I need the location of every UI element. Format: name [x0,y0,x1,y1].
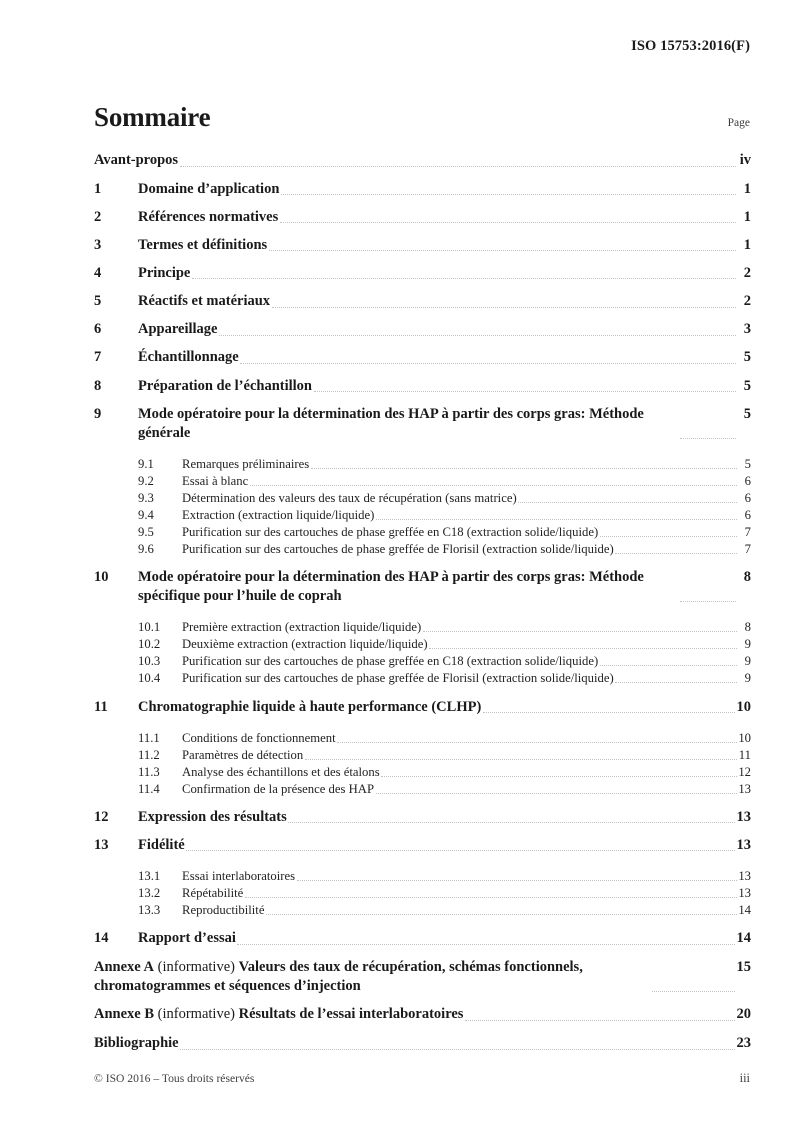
toc-leader-dots [237,943,735,945]
toc-entry[interactable] [94,377,751,396]
toc-entry[interactable] [94,698,751,717]
toc-entry-title: Essai à blanc [182,473,249,488]
annex-title: Valeurs des taux de récupération, schémas fonctionnels, chromatogrammes et séquences d’injection [94,958,583,994]
toc-entry-body [182,886,751,901]
toc-entry-body [182,620,751,635]
toc-entry[interactable] [94,1034,751,1053]
toc-entry-page-number: 9 [744,637,751,652]
toc-leader-dots [376,518,737,520]
toc-entry[interactable] [94,348,751,367]
toc-leader-dots [314,390,736,392]
toc-leader-dots [680,600,736,602]
toc-leader-dots [281,193,736,195]
toc-entry[interactable] [94,886,751,901]
toc-group-spacer [94,920,751,929]
toc-entry-number: 2 [94,208,102,225]
toc-entry[interactable] [94,405,751,443]
toc-entry-page-number: 23 [736,1034,751,1051]
toc-entry-title: Purification sur des cartouches de phase greffée de Florisil (extraction solide/liquide) [182,671,614,686]
toc-entry-number: 10 [94,569,109,586]
toc-entry-body [94,1034,751,1053]
toc-entry-body [138,292,751,311]
toc-entry-title: Principe [138,265,191,282]
toc-leader-dots [381,775,736,777]
toc-leader-dots [311,467,737,469]
toc-entry[interactable] [94,491,751,506]
toc-leader-dots [297,879,737,881]
toc-entry-body [182,474,751,489]
toc-entry-body [138,836,751,855]
toc-leader-dots [192,277,736,279]
toc-entry[interactable] [94,508,751,523]
toc-entry-body [182,491,751,506]
toc-entry-title: Analyse des échantillons et des étalons [182,764,380,779]
toc-entry-body [138,929,751,948]
toc-entry-body [182,637,751,652]
toc-entry[interactable] [94,654,751,669]
toc-entry-number: 7 [94,349,102,366]
toc-entry[interactable] [94,208,751,227]
toc-leader-dots [245,896,737,898]
toc-leader-dots [186,849,735,851]
toc-entry-title: Conditions de fonctionnement [182,730,336,745]
toc-entry[interactable] [94,765,751,780]
toc-entry-number: 5 [94,293,102,310]
document-header-standard-ref: ISO 15753:2016(F) [631,38,750,54]
toc-entry-page-number: 13 [738,869,751,884]
toc-entry-number: 9.6 [138,542,154,557]
toc-entry-number: 13.1 [138,869,161,884]
toc-leader-dots [219,334,736,336]
toc-entry-title: Essai interlaboratoires [182,869,296,884]
toc-entry-title: Répétabilité [182,886,244,901]
toc-entry-number: 12 [94,808,109,825]
toc-entry-title: Bibliographie [94,1034,179,1051]
toc-leader-dots [600,535,737,537]
toc-leader-dots [266,913,737,915]
toc-entry[interactable] [94,903,751,918]
annex-label: Annexe A [94,958,155,975]
toc-entry-title: Échantillonnage [138,349,239,366]
toc-entry-page-number: 1 [743,236,751,253]
toc-entry-number: 9 [94,405,102,422]
toc-leader-dots [483,711,735,713]
toc-entry-number: 11.2 [138,747,160,762]
toc-entry-body [182,508,751,523]
toc-leader-dots [240,362,735,364]
toc-entry-body [138,320,751,339]
toc-entry-number: 14 [94,930,109,947]
toc-leader-dots [180,1048,735,1050]
toc-leader-dots [250,484,737,486]
toc-leader-dots [429,647,736,649]
toc-entry-title [94,958,650,996]
toc-leader-dots [280,221,736,223]
toc-leader-dots [272,306,736,308]
toc-entry-number: 8 [94,377,102,394]
toc-entry-body [182,782,751,797]
toc-entry-page-number: 7 [744,525,751,540]
toc-entry-page-number: 6 [744,490,751,505]
toc-entry-body [94,1005,751,1024]
toc-entry-number: 6 [94,321,102,338]
toc-entry-body [138,264,751,283]
toc-leader-dots [615,552,736,554]
toc-entry-title: Références normatives [138,208,279,225]
toc-entry-number: 9.1 [138,456,154,471]
toc-entry-body [182,869,751,884]
toc-entry[interactable] [94,568,751,606]
toc-entry[interactable] [94,671,751,686]
toc-entry-page-number: 5 [743,377,751,394]
toc-entry-page-number: 5 [743,349,751,366]
toc-entry[interactable] [94,808,751,827]
toc-entry-page-number: 12 [738,764,751,779]
toc-entry-page-number: 20 [736,1006,751,1023]
toc-entry-body [138,208,751,227]
toc-entry[interactable] [94,782,751,797]
document-footer [94,1071,750,1086]
toc-group-spacer [94,559,751,568]
toc-entry-page-number: 11 [738,747,751,762]
annex-kind: (informative) [154,958,239,975]
toc-entry-page-number: 1 [743,180,751,197]
toc-entry-title: Deuxième extraction (extraction liquide/liquide) [182,637,428,652]
toc-entry-number: 13.2 [138,886,161,901]
toc-leader-dots [337,741,736,743]
toc-leader-dots [600,664,737,666]
toc-entry-number: 11.4 [138,781,160,796]
toc-entry-title: Mode opératoire pour la détermination des HAP à partir des corps gras: Méthode spécifique pour l’huile de coprah [138,569,644,605]
toc-entry-number: 3 [94,236,102,253]
toc-leader-dots [652,990,736,992]
annex-title: Résultats de l’essai interlaboratoires [238,1006,464,1023]
toc-entry[interactable] [94,836,751,855]
toc-leader-dots [423,630,737,632]
toc-entry[interactable] [94,264,751,283]
toc-entry-body [138,698,751,717]
toc-leader-dots [376,792,737,794]
toc-entry-page-number: 2 [743,293,751,310]
toc-entry-page-number: 8 [743,569,751,586]
toc-entry-page-number: 6 [744,507,751,522]
toc-entry-title: Avant-propos [94,152,179,168]
toc-entry-body [94,958,751,996]
toc-entry-page-number: 13 [738,886,751,901]
toc-entry-title: Chromatographie liquide à haute performance (CLHP) [138,698,482,715]
toc-entry-page-number: 14 [738,903,751,918]
toc-entry-page-number: 3 [743,321,751,338]
footer-copyright: © ISO 2016 – Tous droits réservés [94,1072,255,1085]
toc-entry[interactable] [94,320,751,339]
toc-entry[interactable] [94,748,751,763]
toc-entry[interactable] [94,292,751,311]
toc-entry-page-number: 10 [738,730,751,745]
toc-leader-dots [288,821,735,823]
table-of-contents [94,151,751,1063]
toc-entry-title: Fidélité [138,837,185,854]
toc-leader-dots [180,165,736,167]
toc-entry[interactable] [94,236,751,255]
toc-entry-title: Préparation de l’échantillon [138,377,312,394]
toc-entry-title: Extraction (extraction liquide/liquide) [182,507,375,522]
toc-entry-body [182,525,751,540]
toc-entry-body [182,731,751,746]
toc-leader-dots [465,1019,735,1021]
toc-entry-number: 10.3 [138,654,161,669]
toc-entry-title [94,1005,463,1024]
toc-entry-page-number: 7 [744,542,751,557]
toc-entry-number: 11 [94,698,108,715]
toc-entry-number: 10.2 [138,637,161,652]
toc-entry-page-number: 9 [744,654,751,669]
toc-entry-number: 13 [94,837,109,854]
toc-entry-page-number: 10 [736,698,751,715]
toc-leader-dots [518,501,736,503]
toc-leader-dots [269,249,736,251]
toc-entry[interactable] [94,542,751,557]
toc-entry[interactable] [94,958,751,996]
toc-entry-page-number: 15 [736,958,751,975]
toc-entry-title: Paramètres de détection [182,747,304,762]
toc-entry-title: Purification sur des cartouches de phase greffée en C18 (extraction solide/liquide) [182,525,599,540]
toc-entry-body [182,748,751,763]
footer-page-number: iii [739,1071,750,1085]
toc-entry-body [138,180,751,199]
toc-entry-number: 9.2 [138,473,154,488]
toc-entry-page-number: 13 [736,837,751,854]
toc-entry-page-number: 9 [744,671,751,686]
toc-entry[interactable] [94,151,751,170]
toc-entry-body [182,457,751,472]
toc-group-spacer [94,689,751,698]
toc-entry-title: Première extraction (extraction liquide/liquide) [182,620,422,635]
toc-entry-body [138,568,751,606]
page-title: Sommaire [94,102,211,132]
toc-entry-number: 11.1 [138,730,160,745]
toc-entry-page-number: 1 [743,208,751,225]
toc-entry-number: 4 [94,265,102,282]
toc-leader-dots [680,437,736,439]
toc-entry-title: Appareillage [138,321,218,338]
toc-entry-body [182,765,751,780]
toc-entry-body [182,671,751,686]
toc-entry-number: 9.4 [138,507,154,522]
toc-entry[interactable] [94,869,751,884]
toc-entry-title: Reproductibilité [182,903,265,918]
page-column-header: Page [727,117,750,129]
toc-entry-number: 9.5 [138,525,154,540]
toc-entry-page-number: 14 [736,930,751,947]
toc-entry-title: Expression des résultats [138,808,287,825]
toc-entry-page-number: 13 [738,781,751,796]
toc-entry[interactable] [94,180,751,199]
toc-entry-title: Remarques préliminaires [182,456,310,471]
toc-entry[interactable] [94,620,751,635]
toc-entry-number: 1 [94,180,102,197]
toc-entry-page-number: 2 [743,265,751,282]
annex-label: Annexe B [94,1006,155,1023]
toc-entry-title: Rapport d’essai [138,930,236,947]
annex-kind: (informative) [154,1006,239,1023]
toc-entry-number: 10.1 [138,620,161,635]
toc-entry-number: 9.3 [138,490,154,505]
toc-entry[interactable] [94,731,751,746]
toc-entry[interactable] [94,474,751,489]
toc-entry-page-number: 5 [743,405,751,422]
toc-entry-title: Mode opératoire pour la détermination des HAP à partir des corps gras: Méthode générale [138,405,644,441]
toc-entry-title: Confirmation de la présence des HAP [182,781,375,796]
toc-entry-number: 13.3 [138,903,161,918]
toc-entry-body [182,542,751,557]
toc-entry-body [138,377,751,396]
toc-entry-body [182,903,751,918]
toc-entry-body [138,348,751,367]
toc-entry-number: 10.4 [138,671,161,686]
toc-entry-body [138,405,751,443]
toc-entry-title: Domaine d’application [138,180,280,197]
toc-entry-title: Détermination des valeurs des taux de récupération (sans matrice) [182,490,517,505]
toc-entry-title: Purification sur des cartouches de phase greffée en C18 (extraction solide/liquide) [182,654,599,669]
toc-entry-number: 11.3 [138,764,160,779]
toc-entry-page-number: 13 [736,808,751,825]
toc-leader-dots [305,758,737,760]
toc-entry-page-number: 5 [744,456,751,471]
toc-entry-body [182,654,751,669]
toc-entry[interactable] [94,637,751,652]
toc-entry-title: Termes et définitions [138,236,268,253]
toc-entry[interactable] [94,457,751,472]
toc-entry[interactable] [94,1005,751,1024]
toc-entry[interactable] [94,525,751,540]
toc-entry-page-number: iv [739,152,751,168]
toc-title-row [94,104,750,131]
toc-entry-page-number: 8 [744,620,751,635]
toc-entry-page-number: 6 [744,473,751,488]
toc-entry-title: Purification sur des cartouches de phase greffée de Florisil (extraction solide/liquide) [182,542,614,557]
toc-entry[interactable] [94,929,751,948]
toc-leader-dots [615,681,736,683]
toc-entry-body [138,808,751,827]
toc-entry-body [94,151,751,170]
toc-entry-body [138,236,751,255]
toc-entry-title: Réactifs et matériaux [138,293,271,310]
toc-group-spacer [94,799,751,808]
